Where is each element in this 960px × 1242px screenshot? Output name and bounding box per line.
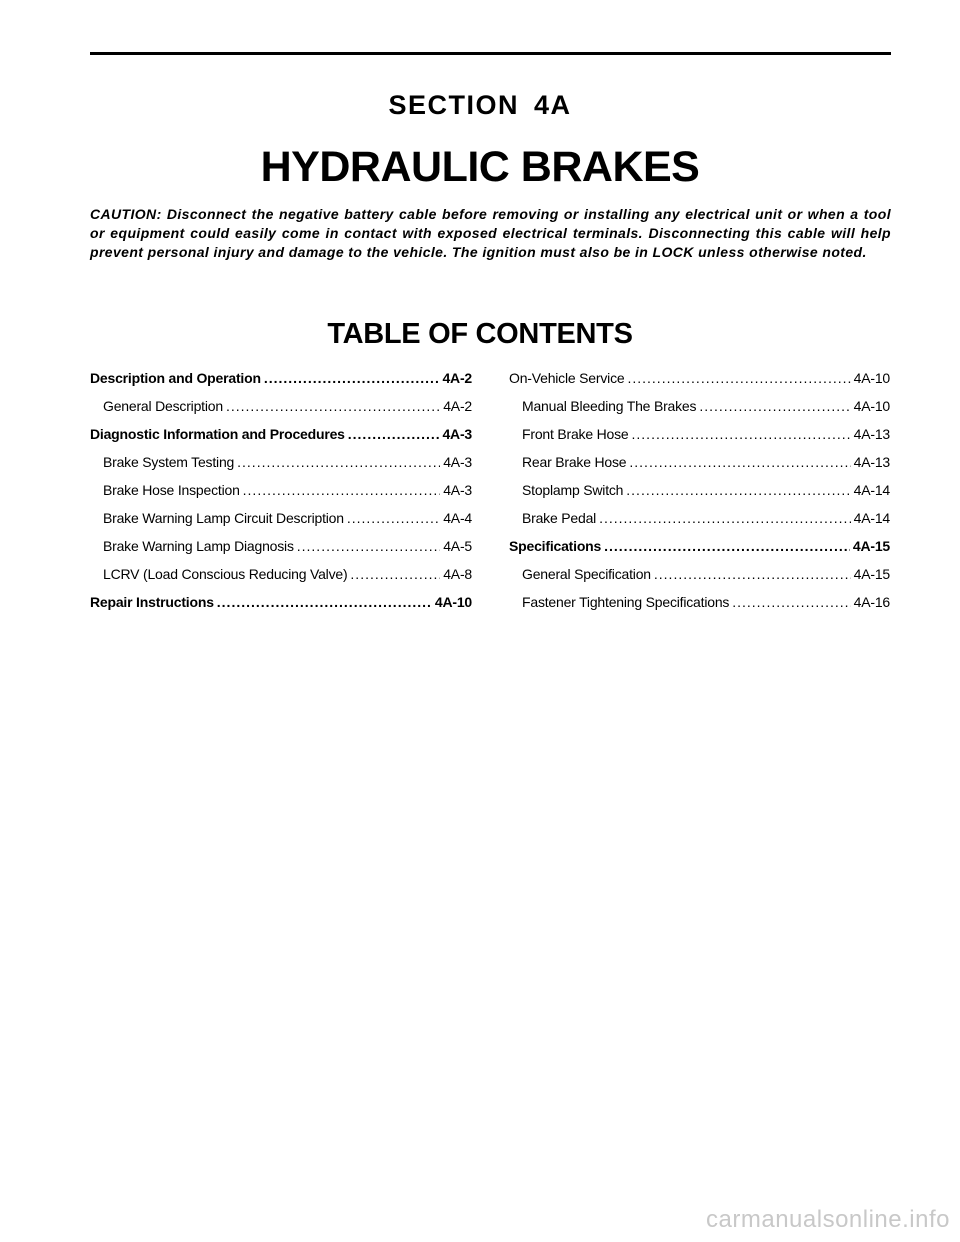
toc-entry-specifications[interactable] — [509, 538, 890, 566]
section-heading: SECTION 4A — [388, 90, 572, 120]
toc-entry-general-description[interactable] — [90, 398, 472, 426]
dot-leader — [347, 510, 440, 526]
toc-entry-text: Brake System Testing — [103, 454, 235, 470]
toc-entry-text: Stoplamp Switch — [522, 482, 624, 498]
toc-entry-warning-lamp-diagnosis[interactable] — [90, 538, 472, 566]
toc-entry-text: Brake Pedal — [522, 510, 597, 526]
toc-entry-text: General Specification — [522, 566, 651, 582]
dot-leader — [626, 482, 850, 498]
toc-entry-warning-lamp-circuit[interactable] — [90, 510, 472, 538]
toc-entry-page: 4A-15 — [853, 566, 890, 582]
toc-entry-text: Front Brake Hose — [522, 426, 629, 442]
toc-entry-page: 4A-3 — [443, 482, 472, 498]
toc-entry-diagnostic-information[interactable] — [90, 426, 472, 454]
toc-entry-text: General Description — [103, 398, 223, 414]
toc-entry-text: LCRV (Load Conscious Reducing Valve) — [103, 566, 348, 582]
toc-entry-text: Fastener Tightening Specifications — [522, 594, 730, 610]
toc-entry-fastener-tightening[interactable] — [509, 594, 890, 622]
dot-leader — [217, 594, 432, 610]
toc-entry-brake-system-testing[interactable] — [90, 454, 472, 482]
toc-entry-page: 4A-14 — [853, 510, 890, 526]
dot-leader — [629, 454, 850, 470]
toc-entry-text: Diagnostic Information and Procedures — [90, 426, 345, 442]
toc-entry-lcrv[interactable] — [90, 566, 472, 594]
dot-leader — [599, 510, 851, 526]
toc-entry-page: 4A-13 — [853, 454, 890, 470]
dot-leader — [237, 454, 440, 470]
toc-entry-page: 4A-2 — [442, 370, 472, 386]
toc-entry-page: 4A-13 — [853, 426, 890, 442]
toc-entry-brake-hose-inspection[interactable] — [90, 482, 472, 510]
toc-entry-rear-brake-hose[interactable] — [509, 454, 890, 482]
toc-entry-text: Brake Warning Lamp Circuit Description — [103, 510, 344, 526]
toc-entry-stoplamp-switch[interactable] — [509, 482, 890, 510]
toc-left-column — [90, 370, 472, 622]
top-rule — [90, 52, 891, 55]
toc-entry-text: Brake Warning Lamp Diagnosis — [103, 538, 294, 554]
toc-entry-page: 4A-3 — [443, 454, 472, 470]
toc-entry-manual-bleeding[interactable] — [509, 398, 890, 426]
toc-entry-text: On-Vehicle Service — [509, 370, 625, 386]
toc-entry-text: Rear Brake Hose — [522, 454, 627, 470]
toc-entry-page: 4A-16 — [853, 594, 890, 610]
toc-entry-brake-pedal[interactable] — [509, 510, 890, 538]
toc-heading: TABLE OF CONTENTS — [327, 318, 633, 350]
toc-right-column — [509, 370, 890, 622]
dot-leader — [243, 482, 441, 498]
toc-entry-text: Specifications — [509, 538, 602, 554]
dot-leader — [699, 398, 850, 414]
dot-leader — [732, 594, 850, 610]
toc-entry-general-specification[interactable] — [509, 566, 890, 594]
toc-entry-text: Brake Hose Inspection — [103, 482, 240, 498]
dot-leader — [632, 426, 851, 442]
toc-entry-description-and-operation[interactable] — [90, 370, 472, 398]
dot-leader — [226, 398, 440, 414]
toc-entry-page: 4A-2 — [443, 398, 472, 414]
dot-leader — [348, 426, 440, 442]
toc-entry-text: Repair Instructions — [90, 594, 214, 610]
toc-entry-page: 4A-15 — [852, 538, 890, 554]
toc-entry-page: 4A-10 — [434, 594, 472, 610]
chapter-title: HYDRAULIC BRAKES — [260, 143, 700, 191]
toc-entry-page: 4A-10 — [853, 398, 890, 414]
toc-entry-repair-instructions[interactable] — [90, 594, 472, 622]
toc-entry-page: 4A-5 — [443, 538, 472, 554]
dot-leader — [604, 538, 850, 554]
toc-entry-front-brake-hose[interactable] — [509, 426, 890, 454]
watermark: carmanualsonline.info — [706, 1206, 950, 1233]
caution-note: CAUTION: Disconnect the negative battery cable before removing or installing any electrical unit or when a tool or equipment could easily come in contact with exposed electrical terminals. Disconnecting this cable will help prevent personal injury and damage to the vehicle. The ignition must also be in LOCK unless otherwise noted. — [90, 206, 891, 260]
toc-entry-page: 4A-3 — [442, 426, 472, 442]
toc-entry-text: Description and Operation — [90, 370, 261, 386]
toc-entry-page: 4A-14 — [853, 482, 890, 498]
dot-leader — [297, 538, 440, 554]
toc-entry-page: 4A-4 — [443, 510, 472, 526]
dot-leader — [654, 566, 851, 582]
dot-leader — [264, 370, 440, 386]
dot-leader — [350, 566, 440, 582]
toc-entry-page: 4A-8 — [443, 566, 472, 582]
toc-entry-on-vehicle-service[interactable] — [509, 370, 890, 398]
dot-leader — [627, 370, 850, 386]
toc-entry-text: Manual Bleeding The Brakes — [522, 398, 697, 414]
toc-entry-page: 4A-10 — [853, 370, 890, 386]
